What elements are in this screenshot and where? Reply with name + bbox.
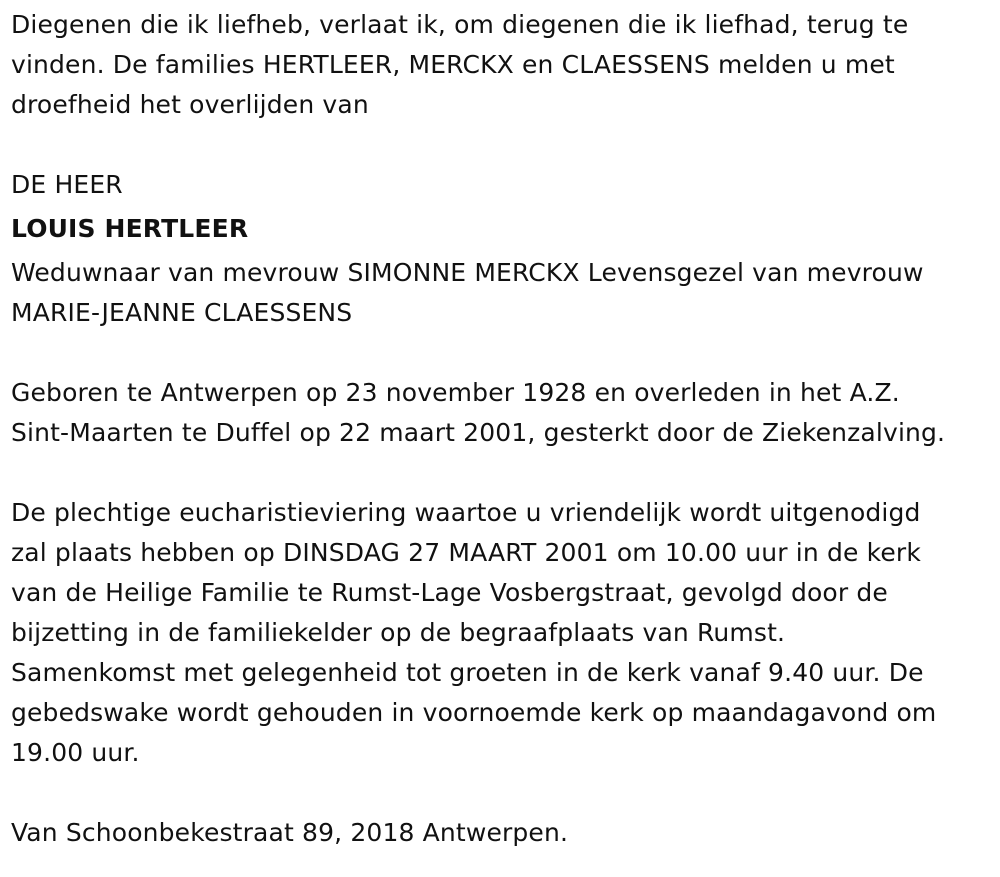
relations-paragraph bbox=[11, 253, 996, 333]
text-line: van de Heilige Familie te Rumst-Lage Vosbergstraat, gevolgd door de bbox=[11, 578, 888, 607]
deceased-name-text: LOUIS HERTLEER bbox=[11, 214, 249, 243]
text-line: De plechtige eucharistieviering waartoe u vriendelijk wordt uitgenodigd bbox=[11, 498, 921, 527]
text-line: vinden. De families HERTLEER, MERCKX en CLAESSENS melden u met bbox=[11, 50, 895, 79]
obituary-document bbox=[11, 0, 996, 853]
intro-paragraph bbox=[11, 0, 996, 125]
text-line: Diegenen die ik liefheb, verlaat ik, om diegenen die ik liefhad, terug te bbox=[11, 10, 909, 39]
text-line: Sint-Maarten te Duffel op 22 maart 2001, gesterkt door de Ziekenzalving. bbox=[11, 418, 946, 447]
honorific bbox=[11, 165, 996, 205]
text-line: Weduwnaar van mevrouw SIMONNE MERCKX Levensgezel van mevrouw bbox=[11, 258, 924, 287]
honorific-text: DE HEER bbox=[11, 170, 123, 199]
deceased-name bbox=[11, 205, 996, 253]
ceremony-paragraph bbox=[11, 493, 996, 773]
spacer bbox=[11, 125, 996, 165]
text-line: zal plaats hebben op DINSDAG 27 MAART 2001 om 10.00 uur in de kerk bbox=[11, 538, 921, 567]
spacer bbox=[11, 453, 996, 493]
address-text: Van Schoonbekestraat 89, 2018 Antwerpen. bbox=[11, 818, 569, 847]
text-line: MARIE-JEANNE CLAESSENS bbox=[11, 298, 353, 327]
text-line: droefheid het overlijden van bbox=[11, 90, 369, 119]
text-line: Geboren te Antwerpen op 23 november 1928 en overleden in het A.Z. bbox=[11, 378, 900, 407]
spacer bbox=[11, 333, 996, 373]
address-paragraph bbox=[11, 813, 996, 853]
spacer bbox=[11, 773, 996, 813]
text-line: bijzetting in de familiekelder op de begraafplaats van Rumst. bbox=[11, 618, 786, 647]
text-line: Samenkomst met gelegenheid tot groeten in de kerk vanaf 9.40 uur. De bbox=[11, 658, 924, 687]
birth-death-paragraph bbox=[11, 373, 996, 453]
text-line: 19.00 uur. bbox=[11, 738, 140, 767]
text-line: gebedswake wordt gehouden in voornoemde kerk op maandagavond om bbox=[11, 698, 937, 727]
